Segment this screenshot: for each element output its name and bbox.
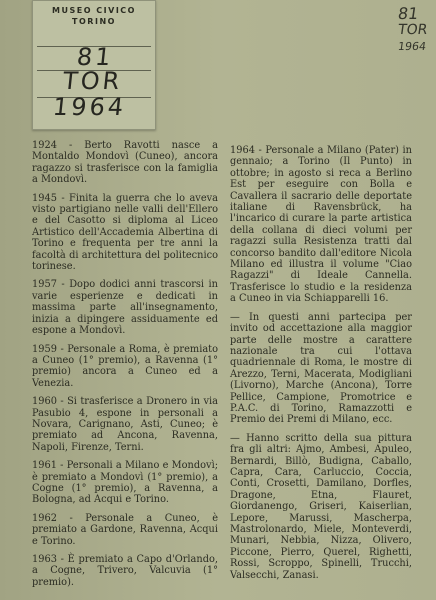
bio-entry-1962: 1962 - Personale a Cuneo, è premiato a Gardone, Ravenna, Acqui e Torino.	[32, 512, 218, 547]
bio-entry-1957: 1957 - Dopo dodici anni trascorsi in varie esperienze e dedicati in massima parte all'insegnamento, inizia a dipingere assiduamente ed espone a Mondovì.	[32, 279, 218, 337]
bio-entry-1964: 1964 - Personale a Milano (Pater) in gennaio; a Torino (Il Punto) in ottobre; in agosto si reca a Berlino Est per eseguire con Bolla e Cavallera il sacrario delle deportate italiane di Ravensbrück, ha l'incarico di curare la parte artistica della collana di dieci volumi per ragazzi sulla Resistenza tratti dal concorso bandito dall'editore Nicola Milano ed illustra il volume "Ciao Ragazzi" di Ideale Cannella. Trasferisce lo studio e la residenza a Cuneo in via Schiapparelli 16.	[230, 145, 412, 305]
stamp-handwritten-year: 1964	[51, 93, 128, 121]
bio-entry-1960: 1960 - Si trasferisce a Dronero in via Pasubio 4, espone in personali a Novara, Carignano, Asti, Cuneo; è premiato ad Ancona, Ravenna, Napoli, Firenze, Terni.	[32, 396, 218, 453]
margin-note-code: TOR	[396, 22, 429, 38]
exhibitions-paragraph: — In questi anni partecipa per invito od accettazione alla maggior parte delle mostre a carattere nazionale tra cui l'ottava quadriennale di Roma, le mostre di Arezzo, Terni, Macerata, Modigliani (Livorno), Marche (Ancona), Torre Pellice, Campione, Promotrice e P.A.C. di Torino, Ramazzotti e Premio dei Premi di Milano, ecc.	[230, 311, 412, 426]
museum-name-line1: MUSEO CIVICO	[52, 6, 136, 15]
bio-entry-1959: 1959 - Personale a Roma, è premiato a Cuneo (1° premio), a Ravenna (1° premio) ancora a Cuneo ed a Venezia.	[32, 343, 218, 389]
margin-note-number: 81	[396, 4, 420, 23]
stamp-handwritten-number: 81	[75, 43, 116, 71]
biography-left-column	[32, 140, 218, 595]
bio-entry-1963: 1963 - È premiato a Capo d'Orlando, a Cogne, Trivero, Valcuvia (1° premio).	[32, 554, 218, 588]
museum-name	[33, 5, 155, 27]
museum-stamp-label	[32, 0, 156, 130]
museum-name-line2: TORINO	[72, 17, 116, 26]
bio-entry-1945: 1945 - Finita la guerra che lo aveva visto partigiano nelle valli dell'Ellero e del Casotto si diploma al Liceo Artistico dell'Accademia Albertina di Torino e frequenta per tre anni la facoltà di architettura del politecnico torinese.	[32, 192, 218, 273]
margin-note-year: 1964	[397, 40, 427, 53]
critics-paragraph: — Hanno scritto della sua pittura fra gli altri: Ajmo, Ambesi, Apuleo, Bernardi, Billò, Budigna, Caballo, Capra, Cara, Carluccio, Coccia, Conti, Crosetti, Damilano, Dorfles, Dragone, Etna, Flauret, Giordanengo, Griseri, Kaiserlian, Lepore, Marussi, Mascherpa, Mastrolonardo, Miele, Monteverdi, Munari, Nebbia, Nizza, Olivero, Piccone, Pierro, Querel, Righetti, Rossi, Scroppo, Spinelli, Trucchi, Valsecchi, Zanasi.	[230, 432, 412, 581]
bio-entry-1924: 1924 - Berto Ravotti nasce a Montaldo Mondovì (Cuneo), ancora ragazzo si trasferisce con la famiglia a Mondovì.	[32, 140, 218, 186]
biography-right-column	[230, 145, 412, 588]
bio-entry-1961: 1961 - Personali a Milano e Mondovì; è premiato a Mondovì (1° premio), a Cogne (1° premio), a Ravenna, a Bologna, ad Acqui e Torino.	[32, 460, 218, 506]
stamp-handwritten-code: TOR	[61, 67, 124, 95]
